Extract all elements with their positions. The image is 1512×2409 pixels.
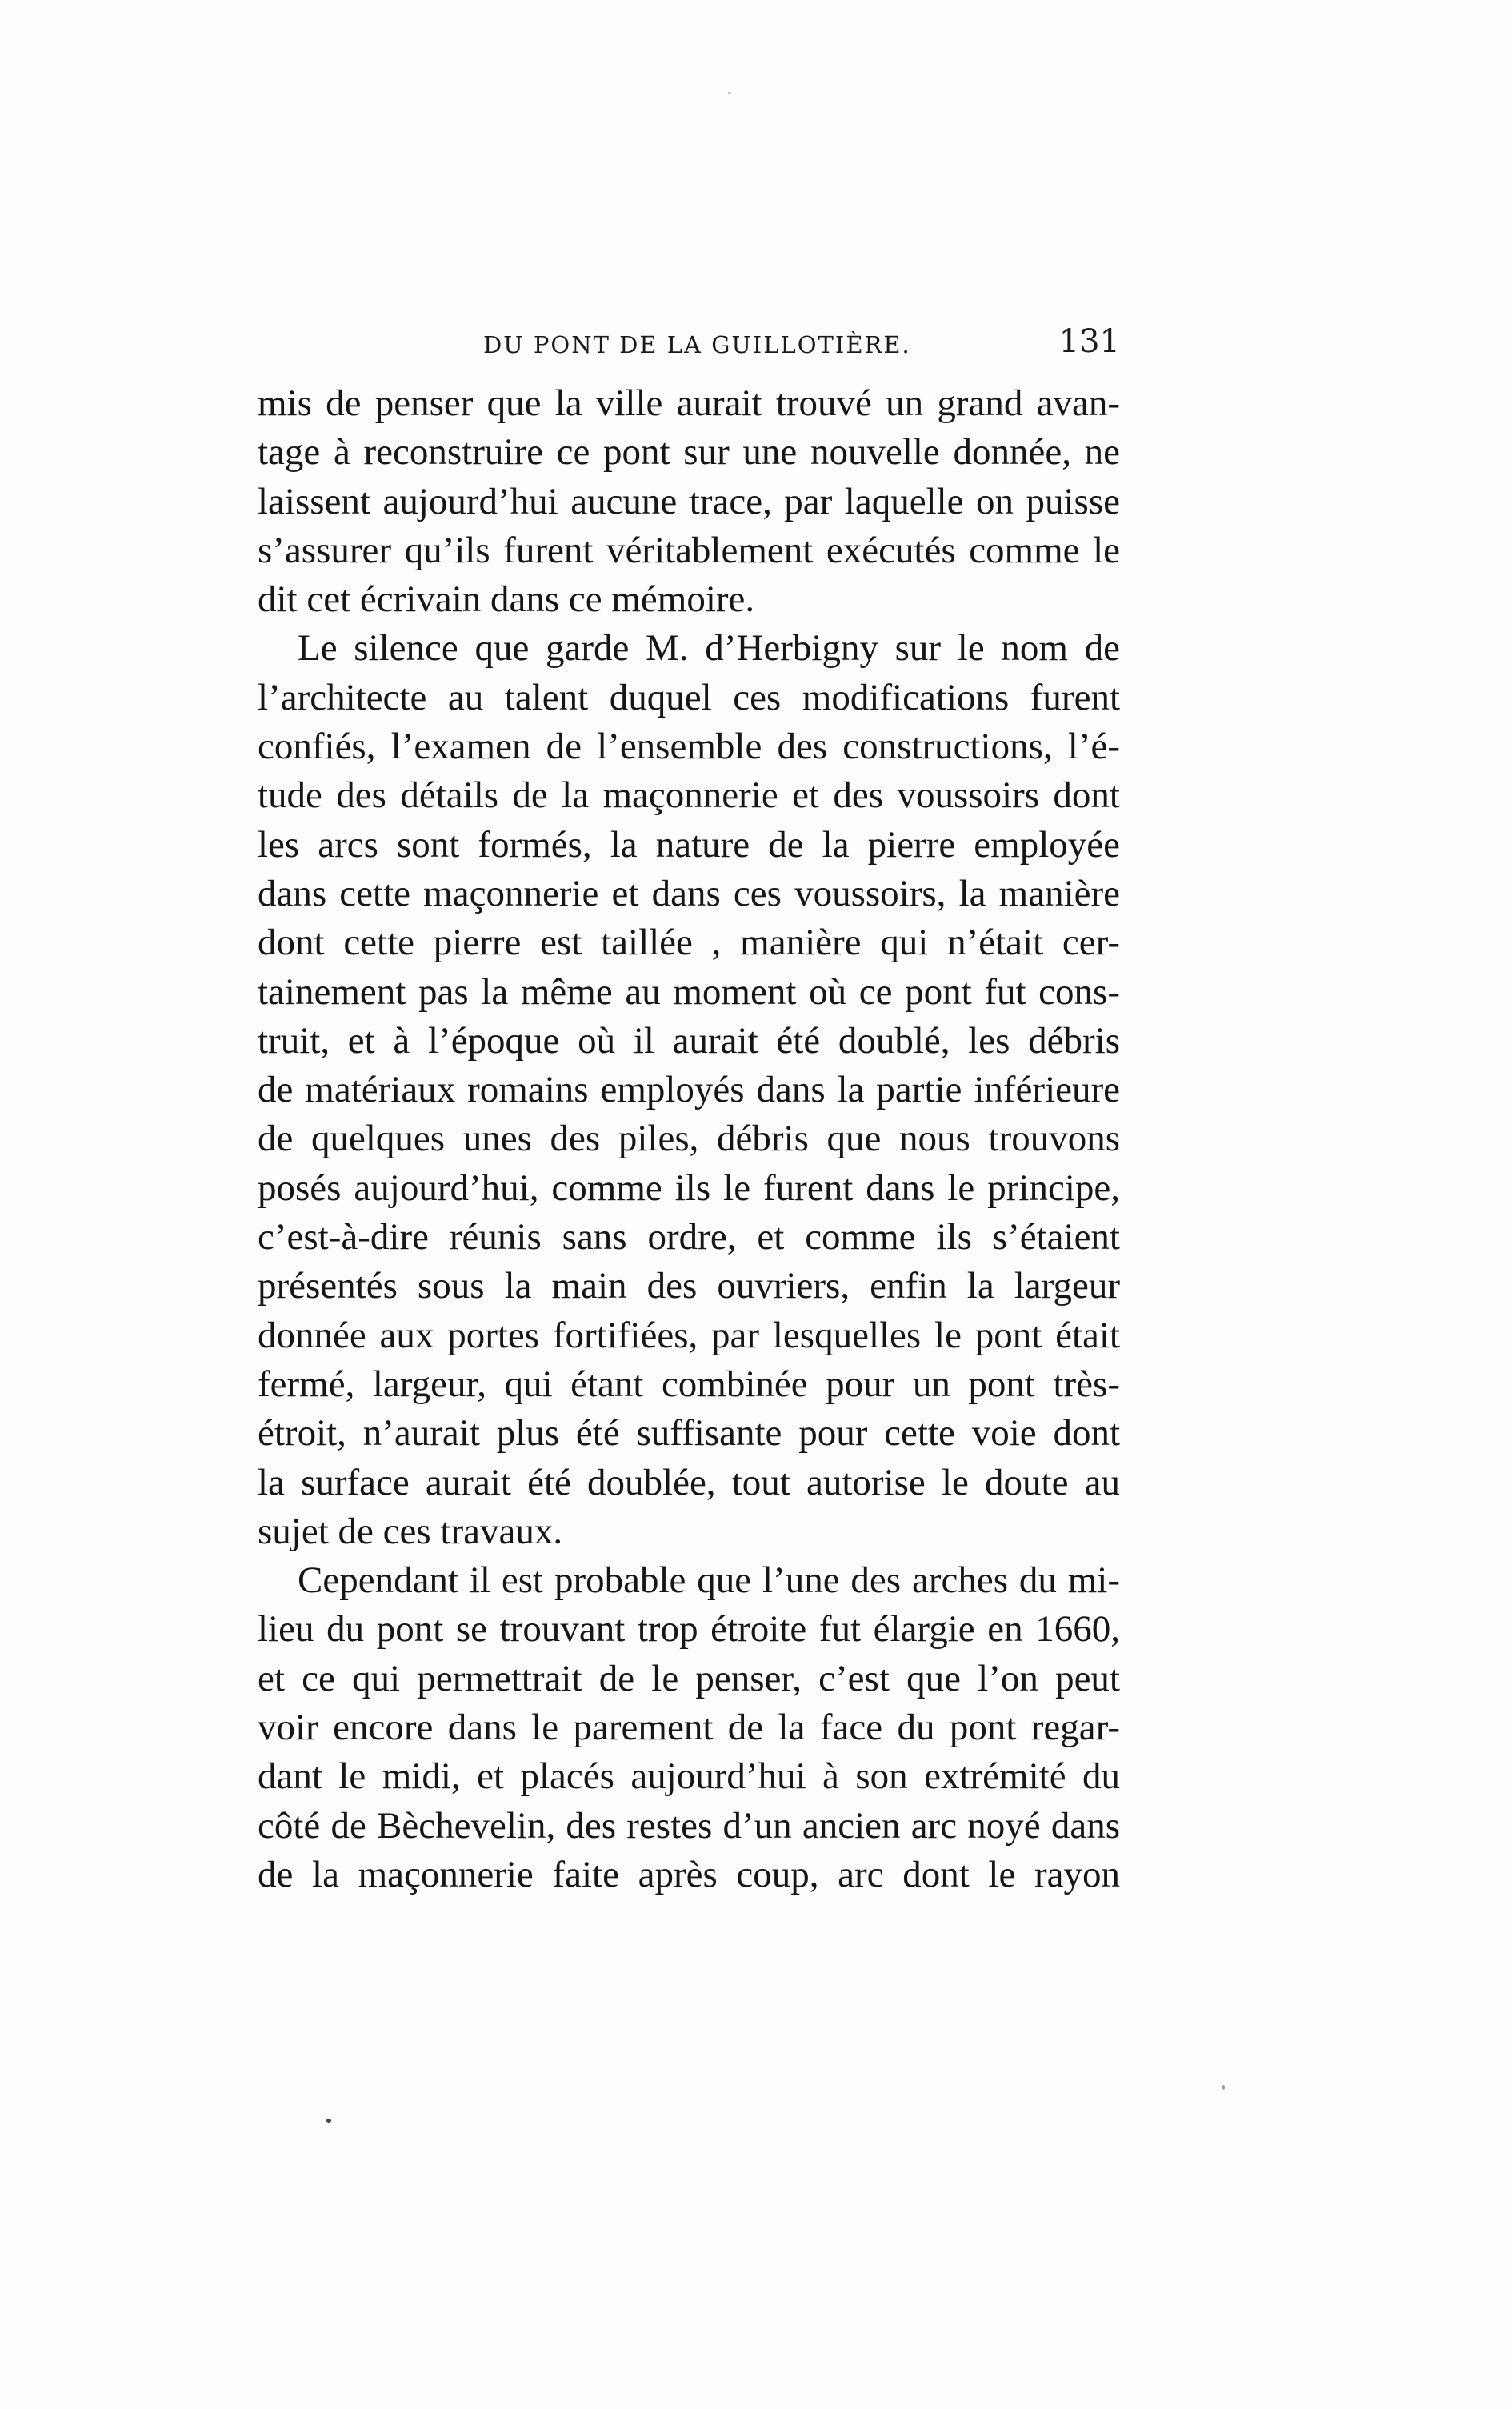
text-line: dit cet écrivain dans ce mémoire. xyxy=(258,578,755,621)
text-line: mis de penser que la ville aurait trouvé un grand avan- xyxy=(258,382,1120,424)
body-text xyxy=(258,379,1120,1899)
paragraph xyxy=(258,624,1120,1556)
text-line: côté de Bèchevelin, des restes d’un ancien arc noyé dans xyxy=(258,1804,1120,1847)
text-line: présentés sous la main des ouvriers, enfin la largeur xyxy=(258,1265,1120,1307)
text-line: voir encore dans le parement de la face du pont regar- xyxy=(258,1707,1120,1749)
text-line: tainement pas la même au moment où ce pont fut cons- xyxy=(258,970,1120,1013)
scan-speck xyxy=(728,92,731,94)
page-number: 131 xyxy=(1058,323,1120,360)
text-line: dont cette pierre est taillée , manière qui n’était cer- xyxy=(258,922,1120,964)
text-line: c’est-à-dire réunis sans ordre, et comme ils s’étaient xyxy=(258,1216,1120,1259)
text-line: laissent aujourd’hui aucune trace, par laquelle on puisse xyxy=(258,480,1120,522)
text-line: étroit, n’aurait plus été suffisante pour cette voie dont xyxy=(258,1412,1120,1455)
text-line: tage à reconstruire ce pont sur une nouvelle donnée, ne xyxy=(258,431,1120,474)
text-line: Cependant il est probable que l’une des arches du mi- xyxy=(298,1559,1120,1602)
text-line: s’assurer qu’ils furent véritablement exécutés comme le xyxy=(258,529,1120,571)
scan-speck xyxy=(1222,2085,1225,2090)
text-line: et ce qui permettrait de le penser, c’est que l’on peut xyxy=(258,1657,1120,1699)
paragraph xyxy=(258,1556,1120,1899)
paragraph xyxy=(258,379,1120,624)
text-line: dant le midi, et placés aujourd’hui à son extrémité du xyxy=(258,1755,1120,1798)
text-line: posés aujourd’hui, comme ils le furent dans le principe, xyxy=(258,1166,1120,1209)
text-line: tude des détails de la maçonnerie et des voussoirs dont xyxy=(258,774,1120,817)
running-head-title: DU PONT DE LA GUILLOTIÈRE. xyxy=(483,331,911,358)
text-line: la surface aurait été doublée, tout autorise le doute au xyxy=(258,1461,1120,1503)
text-line: lieu du pont se trouvant trop étroite fut élargie en 1660, xyxy=(258,1608,1120,1651)
text-line: sujet de ces travaux. xyxy=(258,1510,563,1552)
text-line: de matériaux romains employés dans la partie inférieure xyxy=(258,1069,1120,1111)
text-line: de quelques unes des piles, débris que nous trouvons xyxy=(258,1118,1120,1160)
text-line: Le silence que garde M. d’Herbigny sur le nom de xyxy=(298,627,1120,670)
text-line: truit, et à l’époque où il aurait été doublé, les débris xyxy=(258,1019,1120,1062)
scan-speck xyxy=(326,2119,331,2123)
text-line: de la maçonnerie faite après coup, arc dont le rayon xyxy=(258,1853,1120,1895)
running-head xyxy=(483,323,1155,368)
text-line: l’architecte au talent duquel ces modifications furent xyxy=(258,676,1120,718)
text-line: donnée aux portes fortifiées, par lesquelles le pont était xyxy=(258,1314,1120,1356)
text-line: les arcs sont formés, la nature de la pierre employée xyxy=(258,823,1120,866)
text-line: fermé, largeur, qui étant combinée pour un pont très- xyxy=(258,1363,1120,1405)
text-line: confiés, l’examen de l’ensemble des constructions, l’é- xyxy=(258,726,1120,768)
text-line: dans cette maçonnerie et dans ces voussoirs, la manière xyxy=(258,872,1120,914)
